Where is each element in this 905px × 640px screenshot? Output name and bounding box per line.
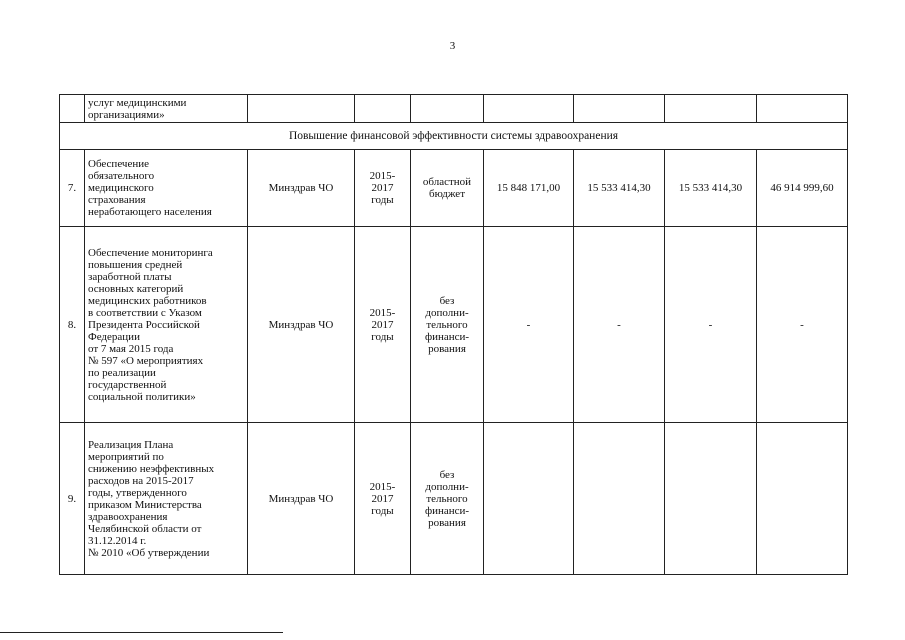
table-row xyxy=(60,150,848,227)
cell-value-total: 46 914 999,60 xyxy=(757,150,848,227)
cell-num: 8. xyxy=(60,227,85,423)
cell-value-2015: 15 848 171,00 xyxy=(484,150,574,227)
table-row xyxy=(60,227,848,423)
cell-source xyxy=(411,95,484,123)
cell-value-2015 xyxy=(484,95,574,123)
cell-value-2015 xyxy=(484,423,574,575)
cell-measure-name: Обеспечение мониторинга повышения средней заработной платы основных категорий медицинских работников в соответствии с Указом Президента Российской Федерации от 7 мая 2015 года № 597 «О мероприятиях по реализации государственной социальной политики» xyxy=(85,227,248,423)
cell-period xyxy=(355,95,411,123)
cell-executor: Минздрав ЧО xyxy=(248,150,355,227)
cell-executor xyxy=(248,95,355,123)
table-section-row xyxy=(60,123,848,150)
cell-source: без дополни- тельного финанси- рования xyxy=(411,227,484,423)
cell-value-2017 xyxy=(665,423,757,575)
cell-value-total xyxy=(757,423,848,575)
cell-measure-name: Обеспечение обязательного медицинского страхования неработающего населения xyxy=(85,150,248,227)
cell-value-2016: 15 533 414,30 xyxy=(574,150,665,227)
cell-measure-name: услуг медицинскими организациями» xyxy=(85,95,248,123)
page-number: 3 xyxy=(449,40,456,52)
cell-value-2016 xyxy=(574,423,665,575)
cell-value-total xyxy=(757,95,848,123)
cell-period: 2015- 2017 годы xyxy=(355,227,411,423)
cell-executor: Минздрав ЧО xyxy=(248,423,355,575)
cell-value-2017: 15 533 414,30 xyxy=(665,150,757,227)
cell-num: 7. xyxy=(60,150,85,227)
cell-value-2016 xyxy=(574,95,665,123)
cell-source: без дополни- тельного финанси- рования xyxy=(411,423,484,575)
cell-period: 2015- 2017 годы xyxy=(355,150,411,227)
cell-period: 2015- 2017 годы xyxy=(355,423,411,575)
cell-value-2016: - xyxy=(574,227,665,423)
cell-executor: Минздрав ЧО xyxy=(248,227,355,423)
cell-num: 9. xyxy=(60,423,85,575)
cell-value-2015: - xyxy=(484,227,574,423)
cell-value-2017: - xyxy=(665,227,757,423)
table-row xyxy=(60,423,848,575)
footnote-separator xyxy=(0,632,283,633)
cell-value-2017 xyxy=(665,95,757,123)
cell-source: областной бюджет xyxy=(411,150,484,227)
cell-num xyxy=(60,95,85,123)
cell-measure-name: Реализация Плана мероприятий по снижению неэффективных расходов на 2015-2017 годы, утвержденного приказом Министерства здравоохранения Челябинской области от 31.12.2014 г. № 2010 «Об утверждении xyxy=(85,423,248,575)
measures-table xyxy=(59,94,848,575)
table-row-continuation xyxy=(60,95,848,123)
section-title: Повышение финансовой эффективности системы здравоохранения xyxy=(60,123,848,150)
cell-value-total: - xyxy=(757,227,848,423)
